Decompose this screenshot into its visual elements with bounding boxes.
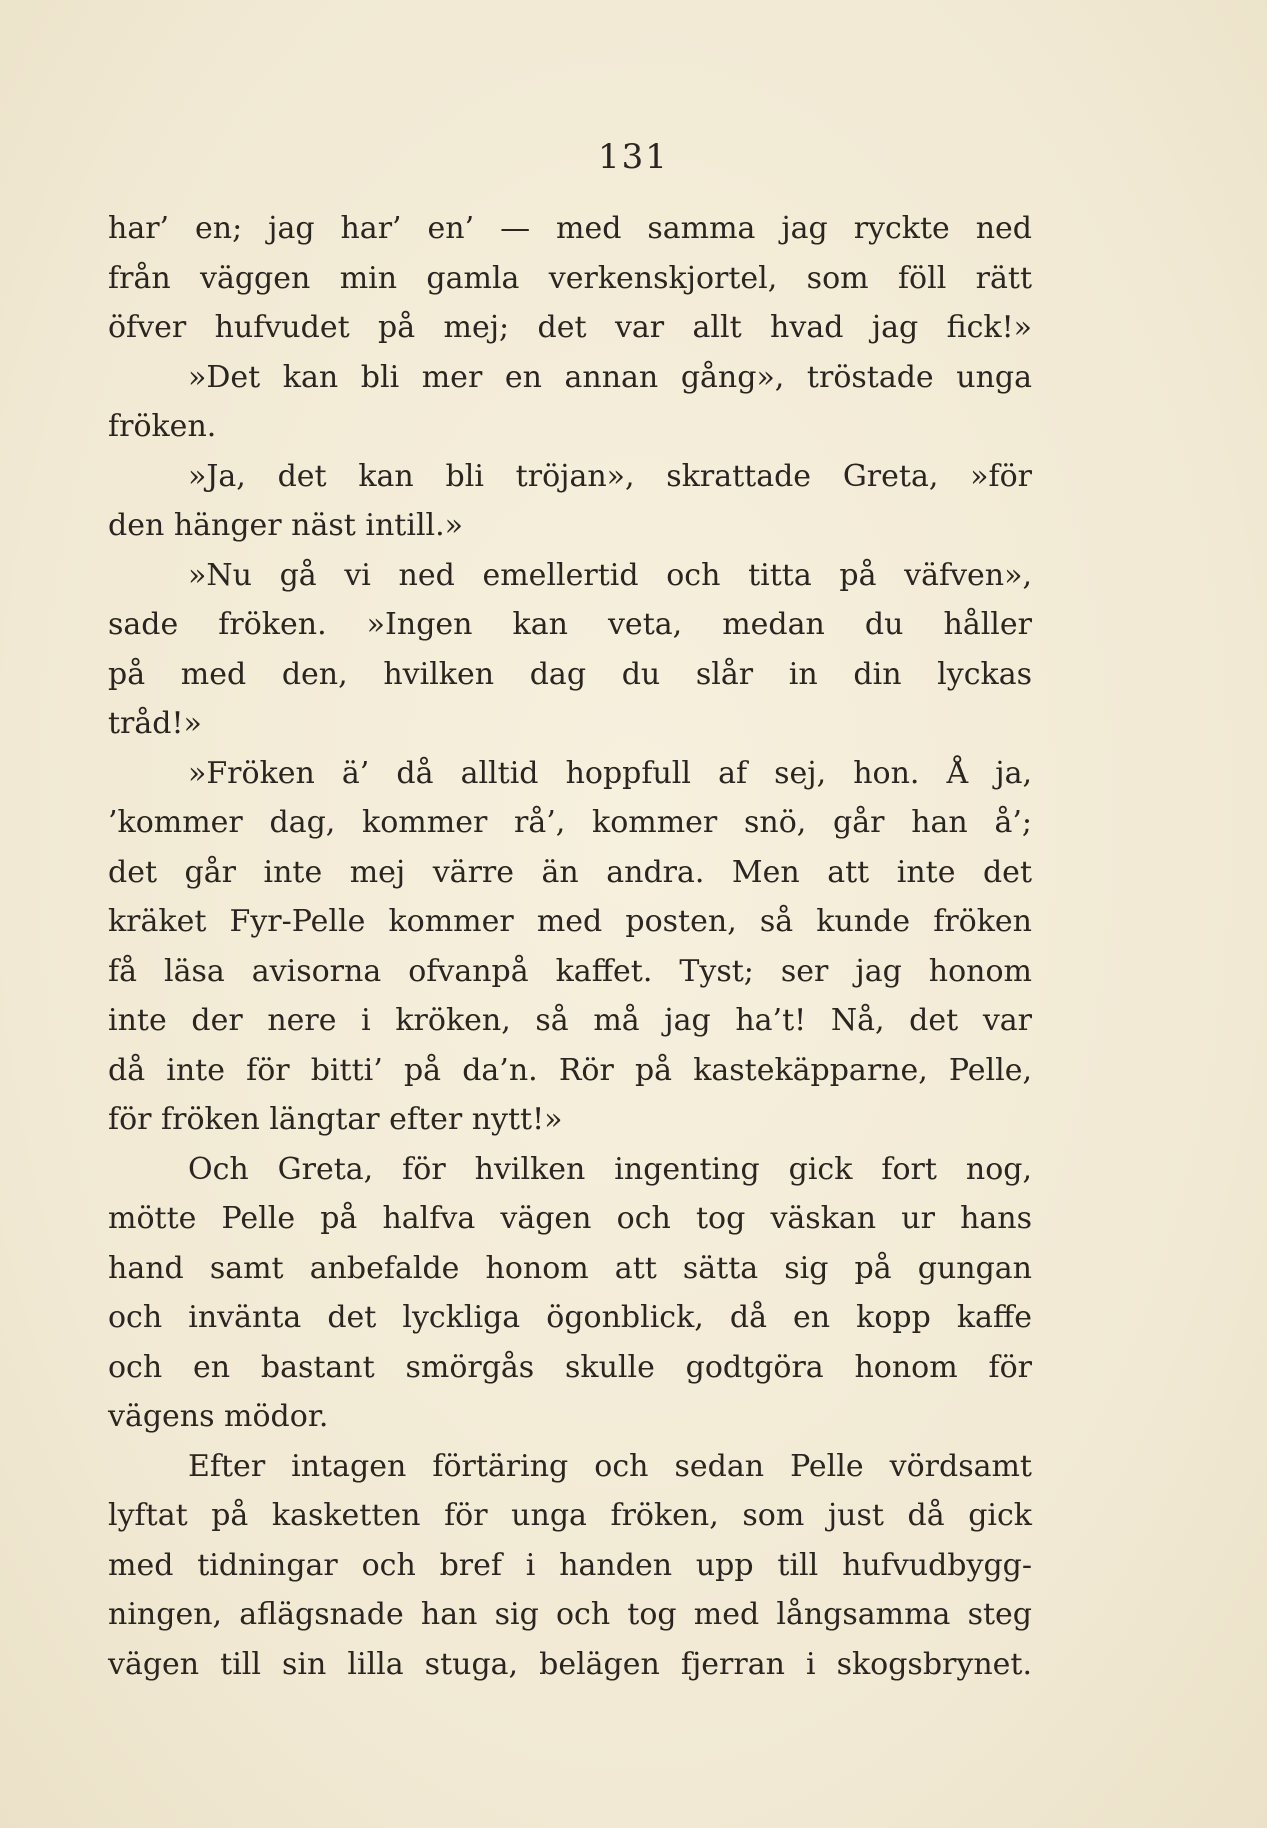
text-line: hand samt anbefalde honom att sätta sig på gungan: [108, 1250, 1032, 1286]
text-line: lyftat på kasketten för unga fröken, som just då gick: [108, 1498, 1032, 1533]
text-line: inte der nere i kröken, så må jag ha’t! Nå, det var: [108, 1003, 1032, 1038]
text-line: Och Greta, för hvilken ingenting gick fort nog,: [188, 1151, 1032, 1187]
text-line: från väggen min gamla verkenskjortel, som föll rätt: [108, 260, 1032, 296]
text-line: då inte för bitti’ på da’n. Rör på kastekäpparne, Pelle,: [108, 1052, 1032, 1088]
text-line: »Ja, det kan bli tröjan», skrattade Greta, »för: [188, 458, 1032, 494]
page-number: 131: [598, 137, 669, 177]
text-line: »Det kan bli mer en annan gång», tröstade unga: [188, 359, 1032, 395]
text-line: det går inte mej värre än andra. Men att inte det: [108, 854, 1032, 890]
text-line: Efter intagen förtäring och sedan Pelle vördsamt: [188, 1448, 1032, 1484]
text-line: och en bastant smörgås skulle godtgöra honom för: [108, 1349, 1032, 1385]
text-line: »Nu gå vi ned emellertid och titta på väfven»,: [188, 557, 1032, 593]
text-line: den hänger näst intill.»: [108, 508, 464, 543]
text-line: för fröken längtar efter nytt!»: [108, 1102, 563, 1137]
text-line: vägen till sin lilla stuga, belägen fjerran i skogsbrynet.: [108, 1646, 1032, 1682]
text-line: »Fröken ä’ då alltid hoppfull af sej, hon. Å ja,: [188, 755, 1032, 791]
text-line: tråd!»: [108, 706, 202, 741]
text-line: på med den, hvilken dag du slår in din lyckas: [108, 656, 1032, 692]
text-line: få läsa avisorna ofvanpå kaffet. Tyst; ser jag honom: [108, 953, 1032, 989]
text-line: och invänta det lyckliga ögonblick, då en kopp kaffe: [108, 1300, 1032, 1335]
text-line: kräket Fyr-Pelle kommer med posten, så kunde fröken: [108, 904, 1032, 939]
text-line: mötte Pelle på halfva vägen och tog väskan ur hans: [108, 1201, 1032, 1236]
text-line: ningen, aflägsnade han sig och tog med långsamma steg: [108, 1597, 1032, 1632]
text-line: fröken.: [108, 409, 217, 444]
text-line: vägens mödor.: [108, 1399, 329, 1434]
body-text: [108, 204, 1032, 1689]
text-line: har’ en; jag har’ en’ — med samma jag ryckte ned: [108, 211, 1032, 246]
text-line: ’kommer dag, kommer rå’, kommer snö, går han å’;: [108, 805, 1032, 840]
text-line: med tidningar och bref i handen upp till hufvudbygg-: [108, 1547, 1032, 1583]
text-line: sade fröken. »Ingen kan veta, medan du håller: [108, 607, 1032, 642]
text-line: öfver hufvudet på mej; det var allt hvad jag fick!»: [108, 310, 1032, 345]
